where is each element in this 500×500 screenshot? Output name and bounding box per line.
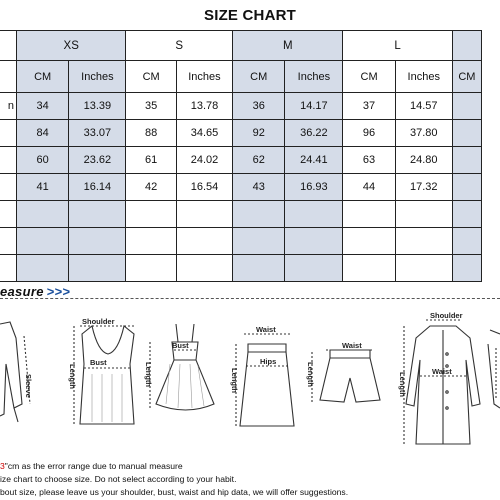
corner-cell: [0, 31, 17, 61]
unit-corner: [0, 61, 17, 93]
size-chart-table: [0, 30, 482, 282]
cell-edge: [452, 174, 481, 201]
cell: [0, 228, 17, 255]
cell: [0, 255, 17, 282]
cell: [343, 201, 395, 228]
cell-edge: [452, 93, 481, 120]
unit-inches: Inches: [176, 61, 232, 93]
unit-cm: CM: [233, 61, 285, 93]
size-header-s: S: [126, 31, 233, 61]
cell: [17, 255, 69, 282]
cell: [126, 201, 176, 228]
cell: 16.14: [69, 174, 126, 201]
cell: [17, 228, 69, 255]
shorts-figure: [312, 350, 380, 402]
table-row: [0, 120, 482, 147]
cell: [69, 255, 126, 282]
cell: 13.78: [176, 93, 232, 120]
row-label: [0, 174, 17, 201]
waist-label: Waist: [256, 325, 276, 334]
dress-figure: [150, 324, 214, 410]
cell: 96: [343, 120, 395, 147]
cell: 63: [343, 147, 395, 174]
row-label: [0, 120, 17, 147]
cell: 37.80: [395, 120, 452, 147]
cell: [395, 255, 452, 282]
cell: [452, 201, 481, 228]
note-line-2: ize chart to choose size. Do not select according to your habit.: [0, 474, 237, 484]
cell: [69, 201, 126, 228]
skirt-figure: [236, 334, 294, 426]
cell: 62: [233, 147, 285, 174]
cell: [285, 255, 343, 282]
shoulder-label: Shoulder: [82, 317, 115, 326]
cell: 42: [126, 174, 176, 201]
arrows-icon: >>>: [46, 284, 71, 299]
jacket-figure: [0, 322, 30, 422]
cell: [233, 255, 285, 282]
note-line-1: [0, 460, 500, 473]
bust-label: Bust: [90, 358, 107, 367]
unit-edge: CM: [452, 61, 481, 93]
cell: 14.57: [395, 93, 452, 120]
cell: 16.54: [176, 174, 232, 201]
cell: 24.41: [285, 147, 343, 174]
length-label: Length: [230, 368, 239, 393]
cell: 36: [233, 93, 285, 120]
cell: 41: [17, 174, 69, 201]
size-header-l: L: [343, 31, 452, 61]
cell: [395, 201, 452, 228]
cell: 88: [126, 120, 176, 147]
cell: [452, 228, 481, 255]
note-line-3: bout size, please leave us your shoulder, bust, waist and hip data, we will offer suggestions.: [0, 487, 349, 497]
cell: [17, 201, 69, 228]
cell: 60: [17, 147, 69, 174]
cell: 13.39: [69, 93, 126, 120]
shoulder-label: Shoulder: [430, 311, 463, 320]
row-label: [0, 147, 17, 174]
partial-garment-figure: [488, 330, 500, 408]
table-row: [0, 147, 482, 174]
cell: 33.07: [69, 120, 126, 147]
note-range-value: 3: [0, 461, 5, 471]
size-notes: [0, 460, 500, 499]
unit-header-row: [0, 61, 482, 93]
size-header-row: [0, 31, 482, 61]
size-header-xs: XS: [17, 31, 126, 61]
hips-label: Hips: [260, 357, 277, 366]
cell: 24.80: [395, 147, 452, 174]
cell: 84: [17, 120, 69, 147]
cell: [233, 201, 285, 228]
unit-cm: CM: [343, 61, 395, 93]
cell: 23.62: [69, 147, 126, 174]
tank-top-figure: [74, 326, 136, 424]
cell: [343, 228, 395, 255]
empty-row: [0, 228, 482, 255]
cell-edge: [452, 147, 481, 174]
cell: 44: [343, 174, 395, 201]
cell: [452, 255, 481, 282]
measurement-illustrations: [0, 304, 500, 454]
cell: 35: [126, 93, 176, 120]
sleeve-label: Sleeve: [24, 374, 33, 398]
bust-label: Bust: [172, 341, 189, 350]
unit-inches: Inches: [285, 61, 343, 93]
length-label: Length: [144, 362, 153, 387]
length-label: Length: [68, 364, 77, 389]
size-header-m: M: [233, 31, 343, 61]
size-header-edge: [452, 31, 481, 61]
cell: [0, 201, 17, 228]
unit-cm: CM: [17, 61, 69, 93]
empty-row: [0, 255, 482, 282]
table-row: [0, 93, 482, 120]
table-row: [0, 174, 482, 201]
cell: 37: [343, 93, 395, 120]
unit-cm: CM: [126, 61, 176, 93]
cell: 16.93: [285, 174, 343, 201]
waist-label: Waist: [432, 367, 452, 376]
cell: [233, 228, 285, 255]
cell: 34: [17, 93, 69, 120]
cell: [343, 255, 395, 282]
unit-inches: Inches: [395, 61, 452, 93]
cell: [176, 201, 232, 228]
how-to-measure-text: easure: [0, 284, 44, 299]
size-chart-title: SIZE CHART: [204, 7, 296, 24]
cell: 24.02: [176, 147, 232, 174]
waist-label: Waist: [342, 341, 362, 350]
cell-edge: [452, 120, 481, 147]
dashed-divider: [0, 298, 500, 299]
cell: 43: [233, 174, 285, 201]
cell: [69, 228, 126, 255]
cell: 36.22: [285, 120, 343, 147]
unit-inches: Inches: [69, 61, 126, 93]
row-label: n: [0, 93, 17, 120]
cell: 17.32: [395, 174, 452, 201]
cell: [285, 201, 343, 228]
cell: 92: [233, 120, 285, 147]
cell: [285, 228, 343, 255]
empty-row: [0, 201, 482, 228]
cell: [176, 255, 232, 282]
cell: 14.17: [285, 93, 343, 120]
cell: [126, 255, 176, 282]
cell: 61: [126, 147, 176, 174]
cell: [395, 228, 452, 255]
how-to-measure-heading: [0, 284, 70, 299]
length-label: Length: [306, 362, 315, 387]
coat-figure: [404, 320, 480, 444]
cell: [126, 228, 176, 255]
note-line-1-text: "cm as the error range due to manual measure: [4, 461, 183, 471]
cell: 34.65: [176, 120, 232, 147]
cell: [176, 228, 232, 255]
length-label: Length: [398, 372, 407, 397]
